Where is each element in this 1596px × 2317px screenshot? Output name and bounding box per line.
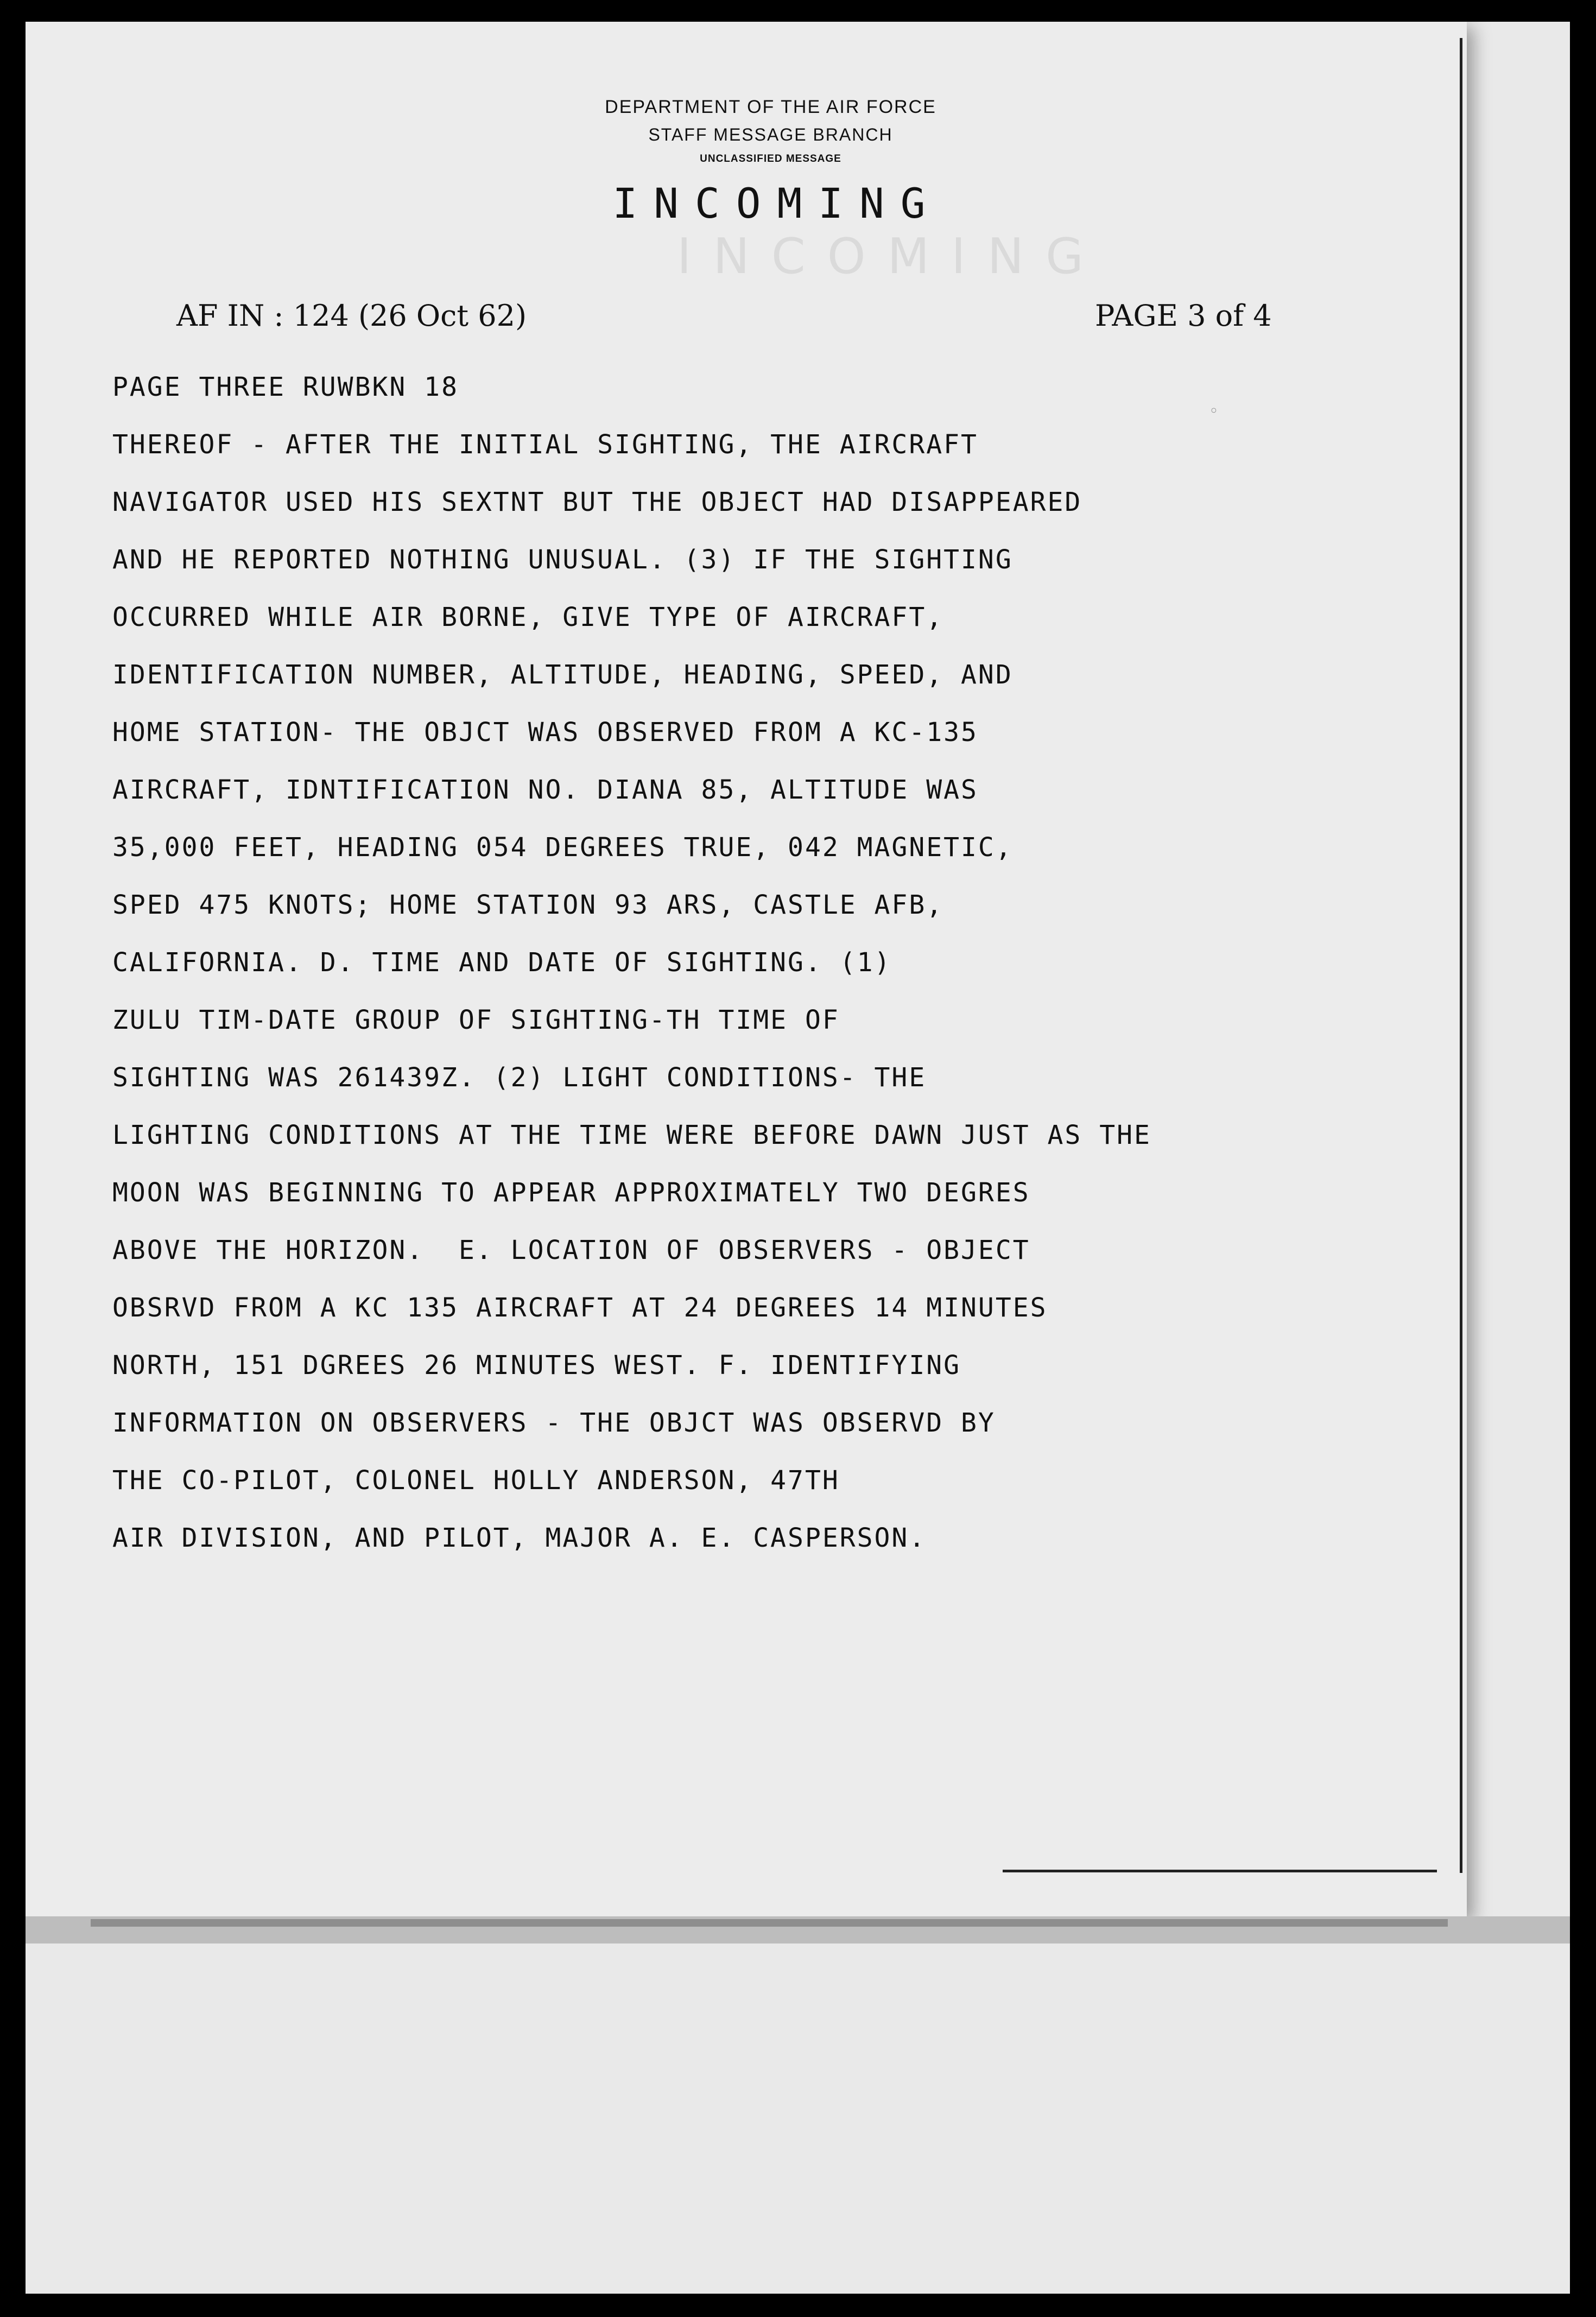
- body-line: NAVIGATOR USED HIS SEXTNT BUT THE OBJECT HAD DISAPPEARED: [112, 487, 1082, 517]
- body-line: 35,000 FEET, HEADING 054 DEGREES TRUE, 042 MAGNETIC,: [112, 832, 1013, 863]
- message-body: [112, 358, 1151, 1567]
- message-type-title: INCOMING: [612, 179, 942, 227]
- body-line: NORTH, 151 DGREES 26 MINUTES WEST. F. IDENTIFYING: [112, 1350, 961, 1381]
- body-line: OCCURRED WHILE AIR BORNE, GIVE TYPE OF AIRCRAFT,: [112, 602, 944, 632]
- body-line: AND HE REPORTED NOTHING UNUSUAL. (3) IF THE SIGHTING: [112, 545, 1013, 575]
- body-line: HOME STATION- THE OBJCT WAS OBSERVED FROM A KC-135: [112, 717, 978, 748]
- body-line: AIRCRAFT, IDNTIFICATION NO. DIANA 85, ALTITUDE WAS: [112, 775, 978, 805]
- classification-label: UNCLASSIFIED MESSAGE: [700, 153, 841, 164]
- body-line: LIGHTING CONDITIONS AT THE TIME WERE BEFORE DAWN JUST AS THE: [112, 1120, 1151, 1150]
- body-line: SIGHTING WAS 261439Z. (2) LIGHT CONDITIONS- THE: [112, 1062, 927, 1093]
- body-line: ABOVE THE HORIZON. E. LOCATION OF OBSERVERS - OBJECT: [112, 1235, 1030, 1265]
- body-line: OBSRVD FROM A KC 135 AIRCRAFT AT 24 DEGREES 14 MINUTES: [112, 1293, 1048, 1323]
- body-line: ZULU TIM-DATE GROUP OF SIGHTING-TH TIME OF: [112, 1005, 840, 1035]
- department-heading: DEPARTMENT OF THE AIR FORCE: [605, 97, 936, 117]
- scan-speck: ◦: [1209, 402, 1219, 421]
- body-line: INFORMATION ON OBSERVERS - THE OBJCT WAS OBSERVD BY: [112, 1408, 996, 1438]
- scanned-page: [26, 22, 1570, 2294]
- af-in-reference: AF IN : 124 (26 Oct 62): [176, 299, 527, 333]
- body-line: PAGE THREE RUWBKN 18: [112, 372, 459, 402]
- body-line: AIR DIVISION, AND PILOT, MAJOR A. E. CASPERSON.: [112, 1523, 927, 1553]
- sheet-edge-right: [1460, 38, 1462, 1873]
- body-line: IDENTIFICATION NUMBER, ALTITUDE, HEADING, SPEED, AND: [112, 660, 1013, 690]
- lower-shadow-line: [91, 1919, 1448, 1927]
- body-line: SPED 475 KNOTS; HOME STATION 93 ARS, CASTLE AFB,: [112, 890, 944, 920]
- message-sheet: [26, 22, 1467, 1916]
- bleed-through-text: INCOMING: [677, 228, 1105, 285]
- sheet-edge-bottom: [1003, 1870, 1437, 1872]
- branch-heading: STAFF MESSAGE BRANCH: [648, 125, 893, 144]
- body-line: CALIFORNIA. D. TIME AND DATE OF SIGHTING. (1): [112, 947, 892, 978]
- body-line: MOON WAS BEGINNING TO APPEAR APPROXIMATELY TWO DEGRES: [112, 1178, 1030, 1208]
- body-line: THEREOF - AFTER THE INITIAL SIGHTING, THE AIRCRAFT: [112, 429, 978, 460]
- page-number: PAGE 3 of 4: [1095, 299, 1272, 333]
- body-line: THE CO-PILOT, COLONEL HOLLY ANDERSON, 47TH: [112, 1465, 840, 1496]
